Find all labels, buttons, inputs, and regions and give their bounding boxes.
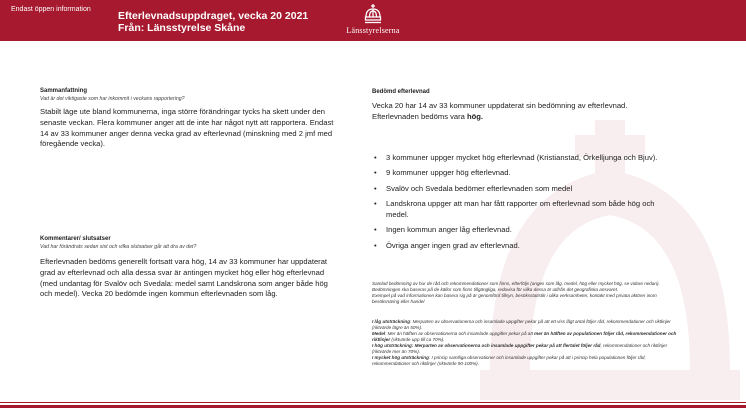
classification-tag: Endast öppen information xyxy=(11,6,91,13)
assessment-list xyxy=(372,153,672,256)
level-high-label: I hög utsträckning xyxy=(372,343,412,348)
footer-divider xyxy=(0,402,746,403)
note-definition xyxy=(372,281,682,305)
level-low-text: : Merparten av observationerna och insamlade uppgifter pekar på att ett viss lågt antal följer råd, rekommendationer och riktlinjer (riktvärde lägre än 50%). xyxy=(372,319,671,330)
list-item: • Landskrona uppger att man har fått rapporter om efterlevnad som både hög och medel. xyxy=(372,199,672,221)
level-high-text-b: , rekommendationer och riktlinjer (riktvärde mer än 70%). xyxy=(372,343,668,354)
comments-text: Efterlevnaden bedöms generellt fortsatt vara hög, 14 av 33 kommuner har uppdaterat grad av efterlevnad och alla dessa svar är antingen mycket hög eller hög efterlevnad (med undantag för Svalöv och Svedala: medel samt Landskrona som anger både hög och medel). Vecka 20 bedömde ingen kommun efterlevnaden som låg. xyxy=(40,257,328,299)
summary-text: Stabilt läge ute bland kommunerna, inga större förändringar tycks ha skett under den senaste veckan. Flera kommuner anger att de inte har något nytt att rapportera. Endast 14 av 33 kommuner anger denna vecka grad av efterlevnad (minskning med 2 jmf med föregående vecka). xyxy=(40,107,334,149)
assessment-intro-text: Vecka 20 har 14 av 33 kommuner uppdaterat sin bedömning av efterlevnad. Efterlevnaden bedöms vara xyxy=(372,101,628,121)
level-very-high-label: I mycket hög utsträckning xyxy=(372,355,429,360)
level-very-high-text: : I princip samtliga observationer och insamlade uppgifter pekar på att i princip hela populationen följer råd, rekommendationer och riktlinjer (riktvärde 90-100%). xyxy=(372,355,646,366)
note-levels xyxy=(372,319,682,367)
list-item: • Ingen kommun anger låg efterlevnad. xyxy=(372,225,672,236)
comments-question: Vad har förändrats sedan sist och vilka slutsatser går att dra av det? xyxy=(40,244,197,250)
assessment-intro xyxy=(372,101,662,123)
level-very-high xyxy=(372,355,682,367)
crown-icon xyxy=(362,3,384,25)
level-medium-label: Medel xyxy=(372,331,386,336)
level-medium-text-b: (riktvärde upp till ca 70%). xyxy=(390,337,445,342)
list-item: • Svalöv och Svedala bedömer efterlevnaden som medel xyxy=(372,184,672,195)
note-paragraph-2: Bedömningen ska baseras på de källor som finns tillgängliga, redovisa för vilka dessa är utifrån det geografiska ansvaret. xyxy=(372,287,619,292)
list-item: • 3 kommuner uppger mycket hög efterlevnad (Kristianstad, Örkelljunga och Bjuv). xyxy=(372,153,672,164)
level-high-text-a: : Merparten av observationerna och insamlade uppgifter pekar på att flertalet följer råd xyxy=(411,343,601,348)
title-line-2: Från: Länsstyrelse Skåne xyxy=(118,22,246,34)
level-low xyxy=(372,319,682,331)
list-item: • 9 kommuner uppger hög efterlevnad. xyxy=(372,168,672,179)
footer-bar xyxy=(0,405,746,408)
comments-heading: Kommentarer/ slutsatser xyxy=(40,236,111,242)
note-paragraph-1: Samlad bedömning av hur de råd och rekommendationer som finns, efterföljs (anges som låg, medel, hög eller mycket hög, se vidare nedan). xyxy=(372,281,660,286)
list-item: • Övriga anger ingen grad av efterlevnad. xyxy=(372,241,672,252)
level-medium xyxy=(372,331,682,343)
summary-heading: Sammanfattning xyxy=(40,88,88,94)
title-line-1: Efterlevnadsuppdraget, vecka 20 2021 xyxy=(118,10,309,22)
level-medium-text-a: : Mer än hälften av observationerna och insamlade uppgifter pekar på att xyxy=(385,331,535,336)
assessment-intro-bold: hög. xyxy=(466,111,484,121)
level-low-label: I låg utsträckning xyxy=(372,319,411,324)
assessment-heading: Bedömd efterlevnad xyxy=(372,89,430,95)
lansstyrelserna-logo xyxy=(338,3,408,35)
logo-text: Länsstyrelserna xyxy=(346,26,400,35)
summary-question: Vad är det viktigaste som har inkommit i veckans rapportering? xyxy=(40,96,185,102)
level-medium-bold: mer än hälften av populationen följer råd, rekommendationer och riktlinjer xyxy=(372,331,677,342)
note-paragraph-3: Exempel på vad informationen kan basera sig på är genomförd tillsyn, besöksstatistik i olika verksamheter, kontakt med privata aktörer inom besöksnäring eller handel xyxy=(372,293,657,304)
page-title xyxy=(118,10,308,34)
level-high xyxy=(372,343,682,355)
header-bar xyxy=(0,0,746,41)
